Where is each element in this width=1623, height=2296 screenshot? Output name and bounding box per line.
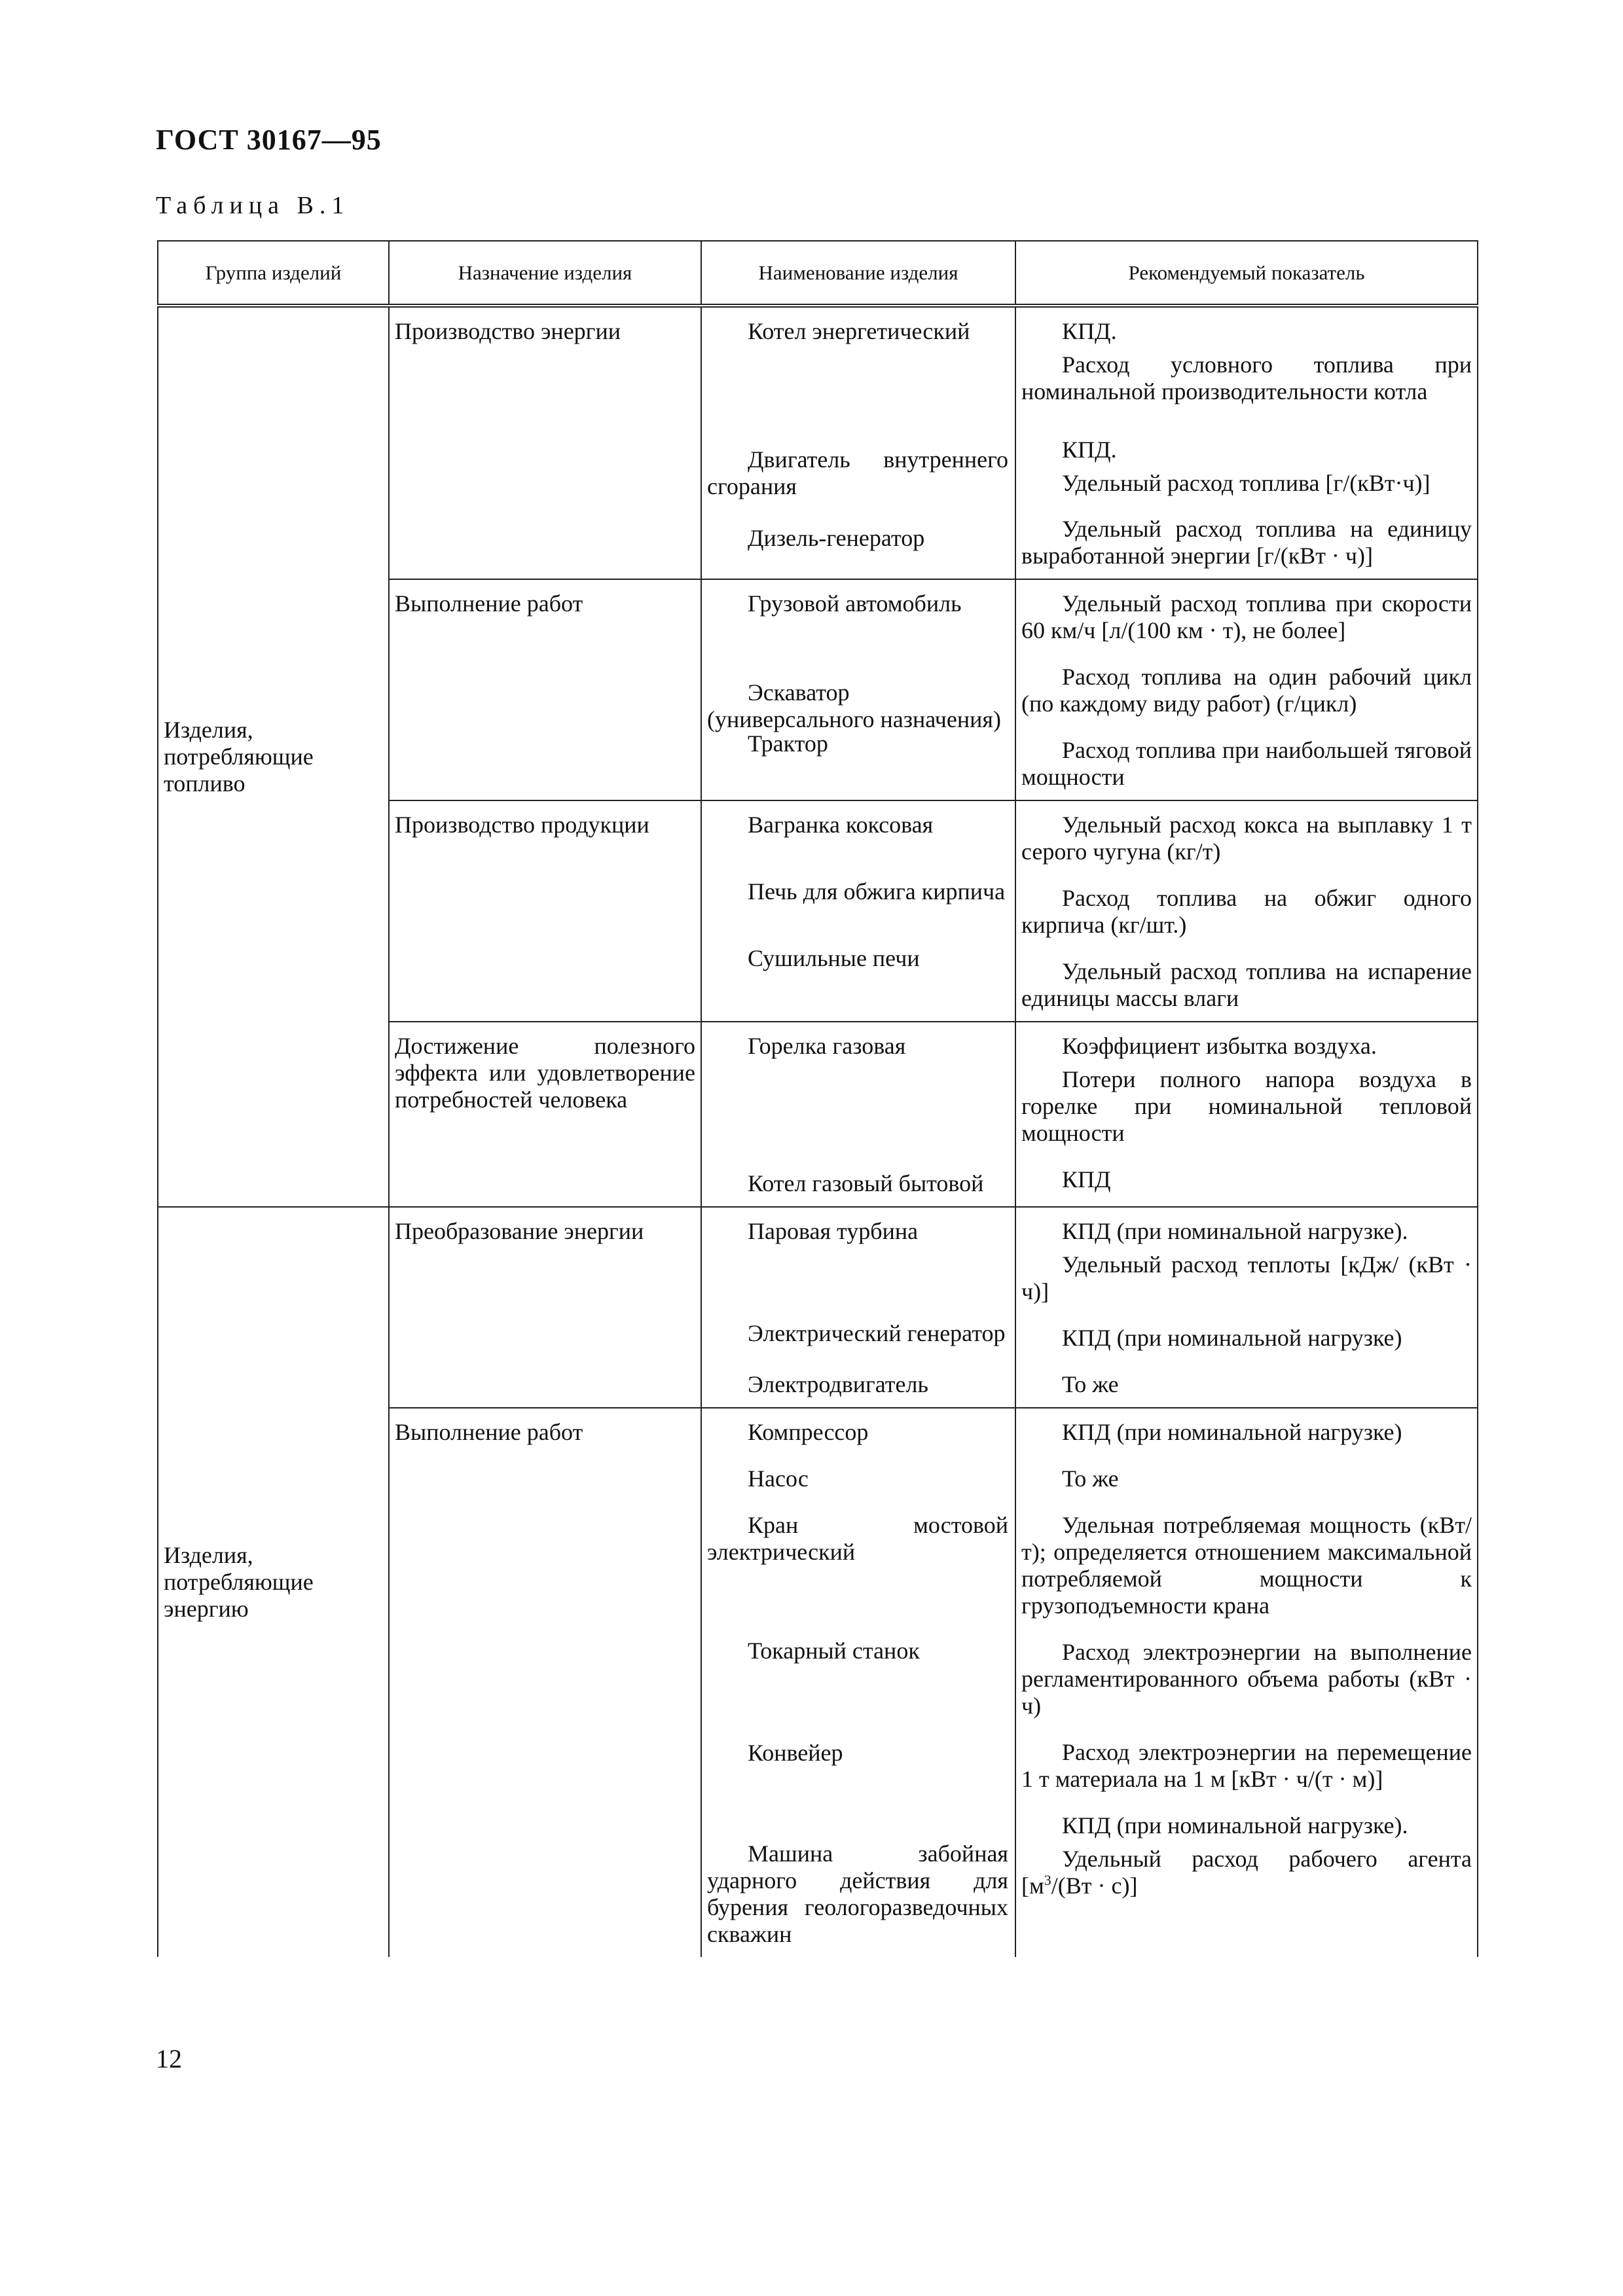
item-name: Электродвигатель (748, 1371, 928, 1397)
indicator-text: Удельная потребляемая мощность (кВт/т); определяется отношением максимальной потребляемой мощности к грузоподъемности крана (1021, 1512, 1472, 1619)
indicator-text: Удельный расход теплоты [кДж/ (кВт · ч)] (1021, 1251, 1472, 1304)
indicator-text: КПД. (1062, 318, 1117, 344)
group-cell: Изделия, потребляющие топливо (158, 306, 389, 1207)
item-name: Грузовой автомобиль (748, 590, 962, 617)
purpose-cell: Производство энергии (389, 306, 701, 579)
indicators-cell (1015, 579, 1478, 800)
item-name: Токарный станок (748, 1638, 920, 1664)
indicator-text: Расход топлива на один рабочий цикл (по каждому виду работ) (г/цикл) (1021, 664, 1472, 717)
purpose-cell: Выполнение работ (389, 579, 701, 800)
items-cell (701, 306, 1015, 579)
item-name: Печь для обжига кирпича (748, 878, 1006, 905)
indicators-cell (1015, 800, 1478, 1022)
items-cell (701, 579, 1015, 800)
item-name: Двигатель внутреннего сгорания (707, 446, 1008, 499)
table-row (158, 1207, 1478, 1408)
item-name: Котел энергетический (748, 318, 970, 344)
table-caption: Таблица В.1 (156, 192, 350, 219)
indicator-text: Расход условного топлива при номинальной производительности котла (1021, 351, 1472, 404)
item-name: Трактор (748, 730, 828, 757)
item-name: Дизель-генератор (748, 525, 925, 551)
indicator-text: КПД (при номинальной нагрузке). (1062, 1812, 1408, 1839)
purpose-cell: Преобразование энергии (389, 1207, 701, 1408)
indicator-text: КПД (при номинальной нагрузке). (1062, 1218, 1408, 1244)
indicator-text: Расход топлива при наибольшей тяговой мощности (1021, 737, 1472, 790)
item-name: Сушильные печи (748, 945, 920, 971)
indicator-text: То же (1062, 1465, 1119, 1492)
indicator-text: То же (1062, 1371, 1119, 1397)
column-header-item: Наименование изделия (701, 241, 1015, 306)
indicator-text: Удельный расход топлива [г/(кВт·ч)] (1062, 470, 1431, 496)
indicators-cell (1015, 1207, 1478, 1408)
indicator-text: Расход электроэнергии на выполнение регламентированного объема работы (кВт · ч) (1021, 1639, 1472, 1719)
indicator-text: Удельный расход топлива на испарение единицы массы влаги (1021, 958, 1472, 1011)
items-cell (701, 1207, 1015, 1408)
column-header-group: Группа изделий (158, 241, 389, 306)
table-header-row (158, 241, 1478, 306)
indicator-text-superscript: Удельный расход рабочего агента $[м^3/(Вт \cdot с)]$ (1021, 1846, 1472, 1899)
table-row (158, 306, 1478, 579)
item-name: Машина забойная ударного действия для бурения геологоразведочных скважин (707, 1840, 1008, 1947)
items-cell (701, 800, 1015, 1022)
item-name: Насос (748, 1465, 809, 1492)
indicator-text: КПД. (1062, 437, 1117, 463)
indicator-text: Удельный расход топлива при скорости 60 км/ч [л/(100 км · т), не более] (1021, 590, 1472, 643)
items-cell (701, 1022, 1015, 1207)
indicators-cell (1015, 1022, 1478, 1207)
item-name: Котел газовый бытовой (748, 1170, 984, 1196)
indicator-text: Удельный расход кокса на выплавку 1 т серого чугуна (кг/т) (1021, 812, 1472, 865)
indicators-cell (1015, 1408, 1478, 1957)
item-name: Компрессор (748, 1419, 869, 1445)
column-header-purpose: Назначение изделия (389, 241, 701, 306)
item-name: Горелка газовая (748, 1033, 906, 1059)
purpose-cell: Выполнение работ (389, 1408, 701, 1957)
purpose-cell: Производство продукции (389, 800, 701, 1022)
item-name: Паровая турбина (748, 1218, 919, 1244)
indicator-text: Коэффициент избытка воздуха. (1062, 1033, 1377, 1059)
products-table (157, 240, 1478, 1957)
indicator-text: Удельный расход топлива на единицу выработанной энергии [г/(кВт · ч)] (1021, 516, 1472, 569)
page-number: 12 (156, 2044, 182, 2073)
item-name: Конвейер (748, 1740, 843, 1766)
column-header-indicator: Рекомендуемый показатель (1015, 241, 1478, 306)
indicators-cell (1015, 306, 1478, 579)
group-cell: Изделия, потребляющие энергию (158, 1207, 389, 1957)
items-cell (701, 1408, 1015, 1957)
indicator-text: КПД (1062, 1166, 1111, 1193)
item-name: Электрический генератор (748, 1320, 1006, 1346)
item-name: Вагранка коксовая (748, 812, 934, 838)
item-name: Эскаватор (универсального назначения) (707, 679, 1001, 732)
document-code: ГОСТ 30167—95 (156, 124, 382, 156)
indicator-text: Потери полного напора воздуха в горелке при номинальной тепловой мощности (1021, 1066, 1472, 1146)
indicator-text: Расход топлива на обжиг одного кирпича (кг/шт.) (1021, 885, 1472, 938)
indicator-text: Расход электроэнергии на перемещение 1 т материала на 1 м [кВт · ч/(т · м)] (1021, 1739, 1472, 1792)
indicator-text: КПД (при номинальной нагрузке) (1062, 1419, 1402, 1445)
purpose-cell: Достижение полезного эффекта или удовлетворение потребностей человека (389, 1022, 701, 1207)
indicator-text: КПД (при номинальной нагрузке) (1062, 1325, 1402, 1351)
item-name: Кран мостовой электрический (707, 1512, 1008, 1565)
